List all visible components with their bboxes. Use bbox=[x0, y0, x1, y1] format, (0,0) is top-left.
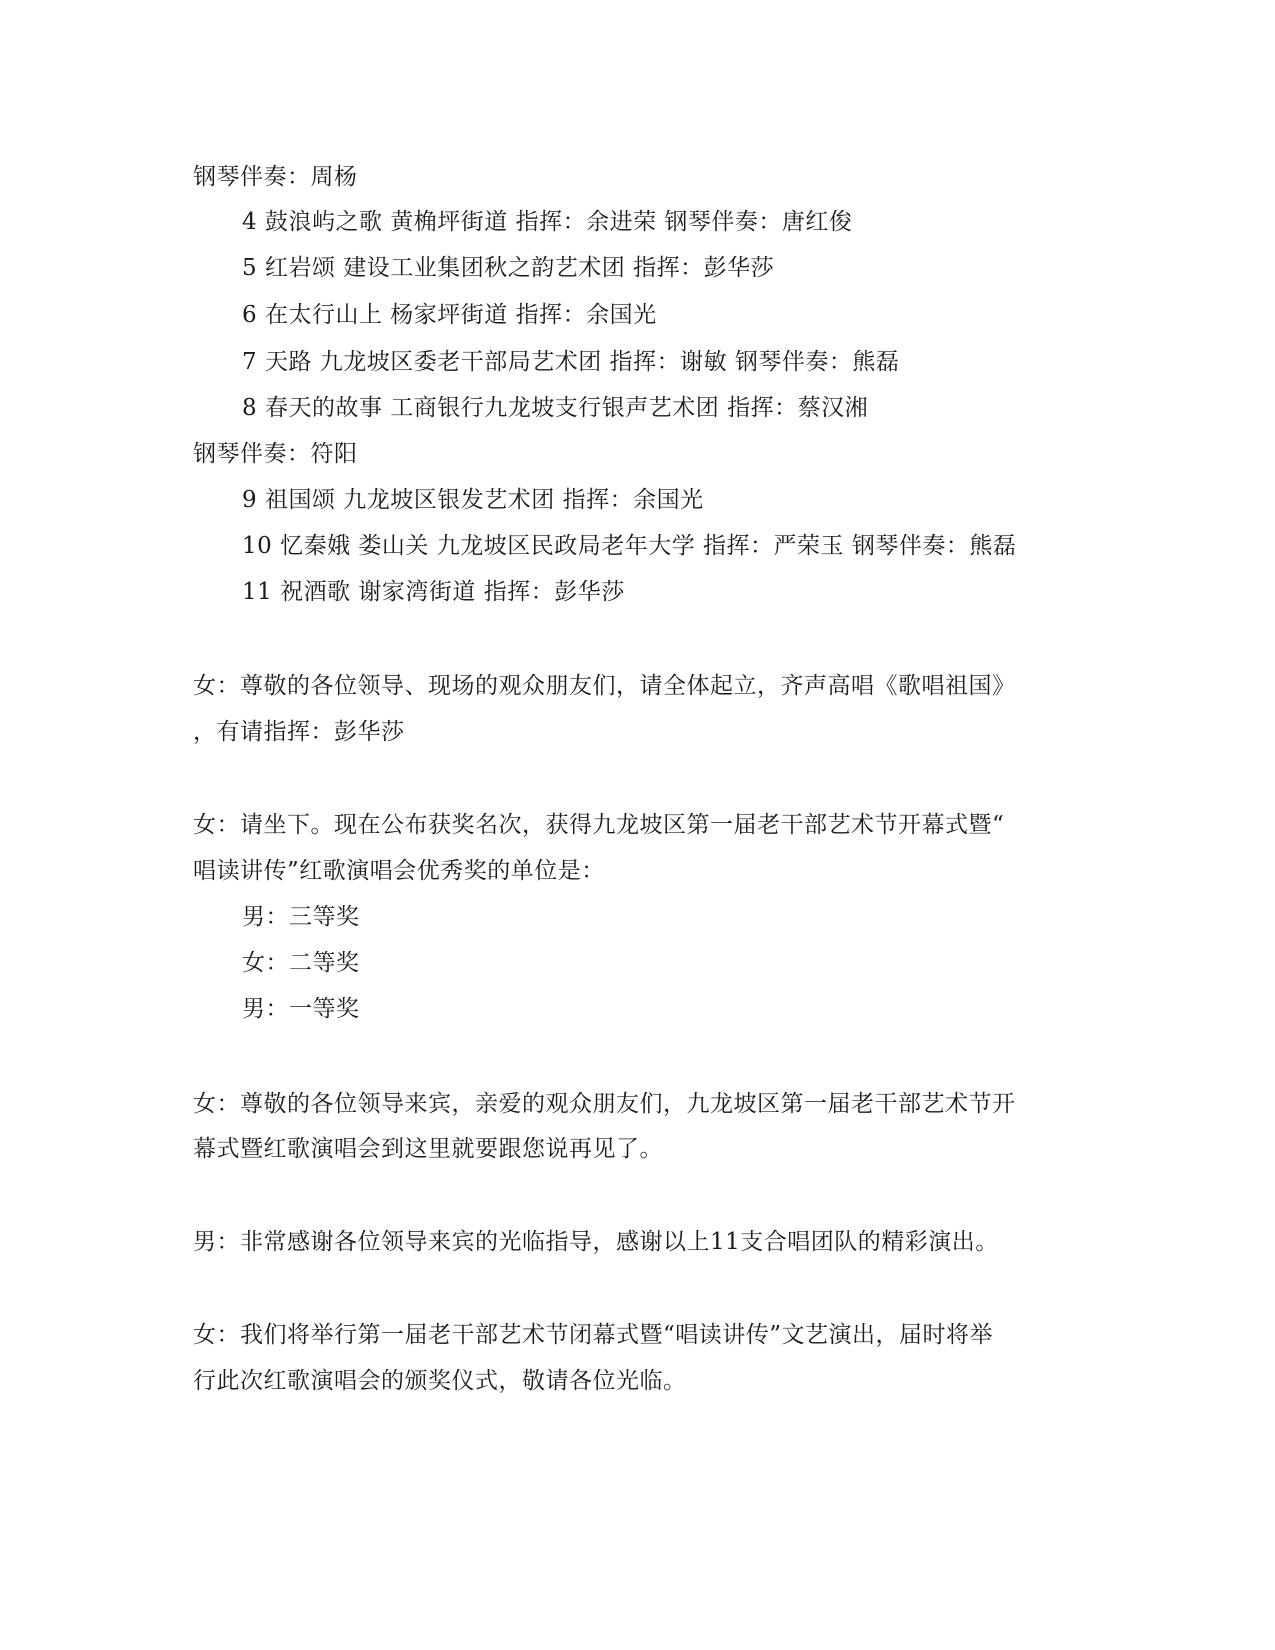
program-item-8: 8 春天的故事 工商银行九龙坡支行银声艺术团 指挥：蔡汉湘 bbox=[242, 395, 869, 421]
program-item-11: 11 祝酒歌 谢家湾街道 指挥：彭华莎 bbox=[242, 579, 625, 605]
award-line: 男：三等奖 bbox=[242, 904, 360, 930]
dialogue-line: 唱读讲传”红歌演唱会优秀奖的单位是： bbox=[193, 858, 605, 884]
dialogue-line: ，有请指挥：彭华莎 bbox=[193, 719, 405, 745]
program-item-7: 7 天路 九龙坡区委老干部局艺术团 指挥：谢敏 钢琴伴奏：熊磊 bbox=[242, 349, 900, 375]
dialogue-line: 男：非常感谢各位领导来宾的光临指导，感谢以上11支合唱团队的精彩演出。 bbox=[193, 1229, 999, 1255]
text-line: 钢琴伴奏：符阳 bbox=[193, 441, 358, 467]
dialogue-line: 女：请坐下。现在公布获奖名次，获得九龙坡区第一届老干部艺术节开幕式暨“ bbox=[193, 812, 1005, 838]
program-item-4: 4 鼓浪屿之歌 黄桷坪街道 指挥：余进荣 钢琴伴奏：唐红俊 bbox=[242, 209, 853, 235]
program-item-9: 9 祖国颂 九龙坡区银发艺术团 指挥：余国光 bbox=[242, 487, 704, 513]
program-item-5: 5 红岩颂 建设工业集团秋之韵艺术团 指挥：彭华莎 bbox=[242, 255, 775, 281]
award-line: 男：一等奖 bbox=[242, 996, 360, 1022]
program-item-6: 6 在太行山上 杨家坪街道 指挥：余国光 bbox=[242, 302, 657, 328]
dialogue-line: 女：尊敬的各位领导、现场的观众朋友们，请全体起立，齐声高唱《歌唱祖国》 bbox=[193, 673, 1016, 699]
dialogue-line: 行此次红歌演唱会的颁奖仪式，敬请各位光临。 bbox=[193, 1368, 687, 1394]
dialogue-line: 幕式暨红歌演唱会到这里就要跟您说再见了。 bbox=[193, 1136, 663, 1162]
dialogue-line: 女：尊敬的各位领导来宾，亲爱的观众朋友们，九龙坡区第一届老干部艺术节开 bbox=[193, 1091, 1016, 1117]
program-item-10: 10 忆秦娥 娄山关 九龙坡区民政局老年大学 指挥：严荣玉 钢琴伴奏：熊磊 bbox=[242, 533, 1017, 559]
text-line: 钢琴伴奏：周杨 bbox=[193, 164, 358, 190]
dialogue-line: 女：我们将举行第一届老干部艺术节闭幕式暨“唱读讲传”文艺演出，届时将举 bbox=[193, 1322, 994, 1348]
award-line: 女：二等奖 bbox=[242, 950, 360, 976]
